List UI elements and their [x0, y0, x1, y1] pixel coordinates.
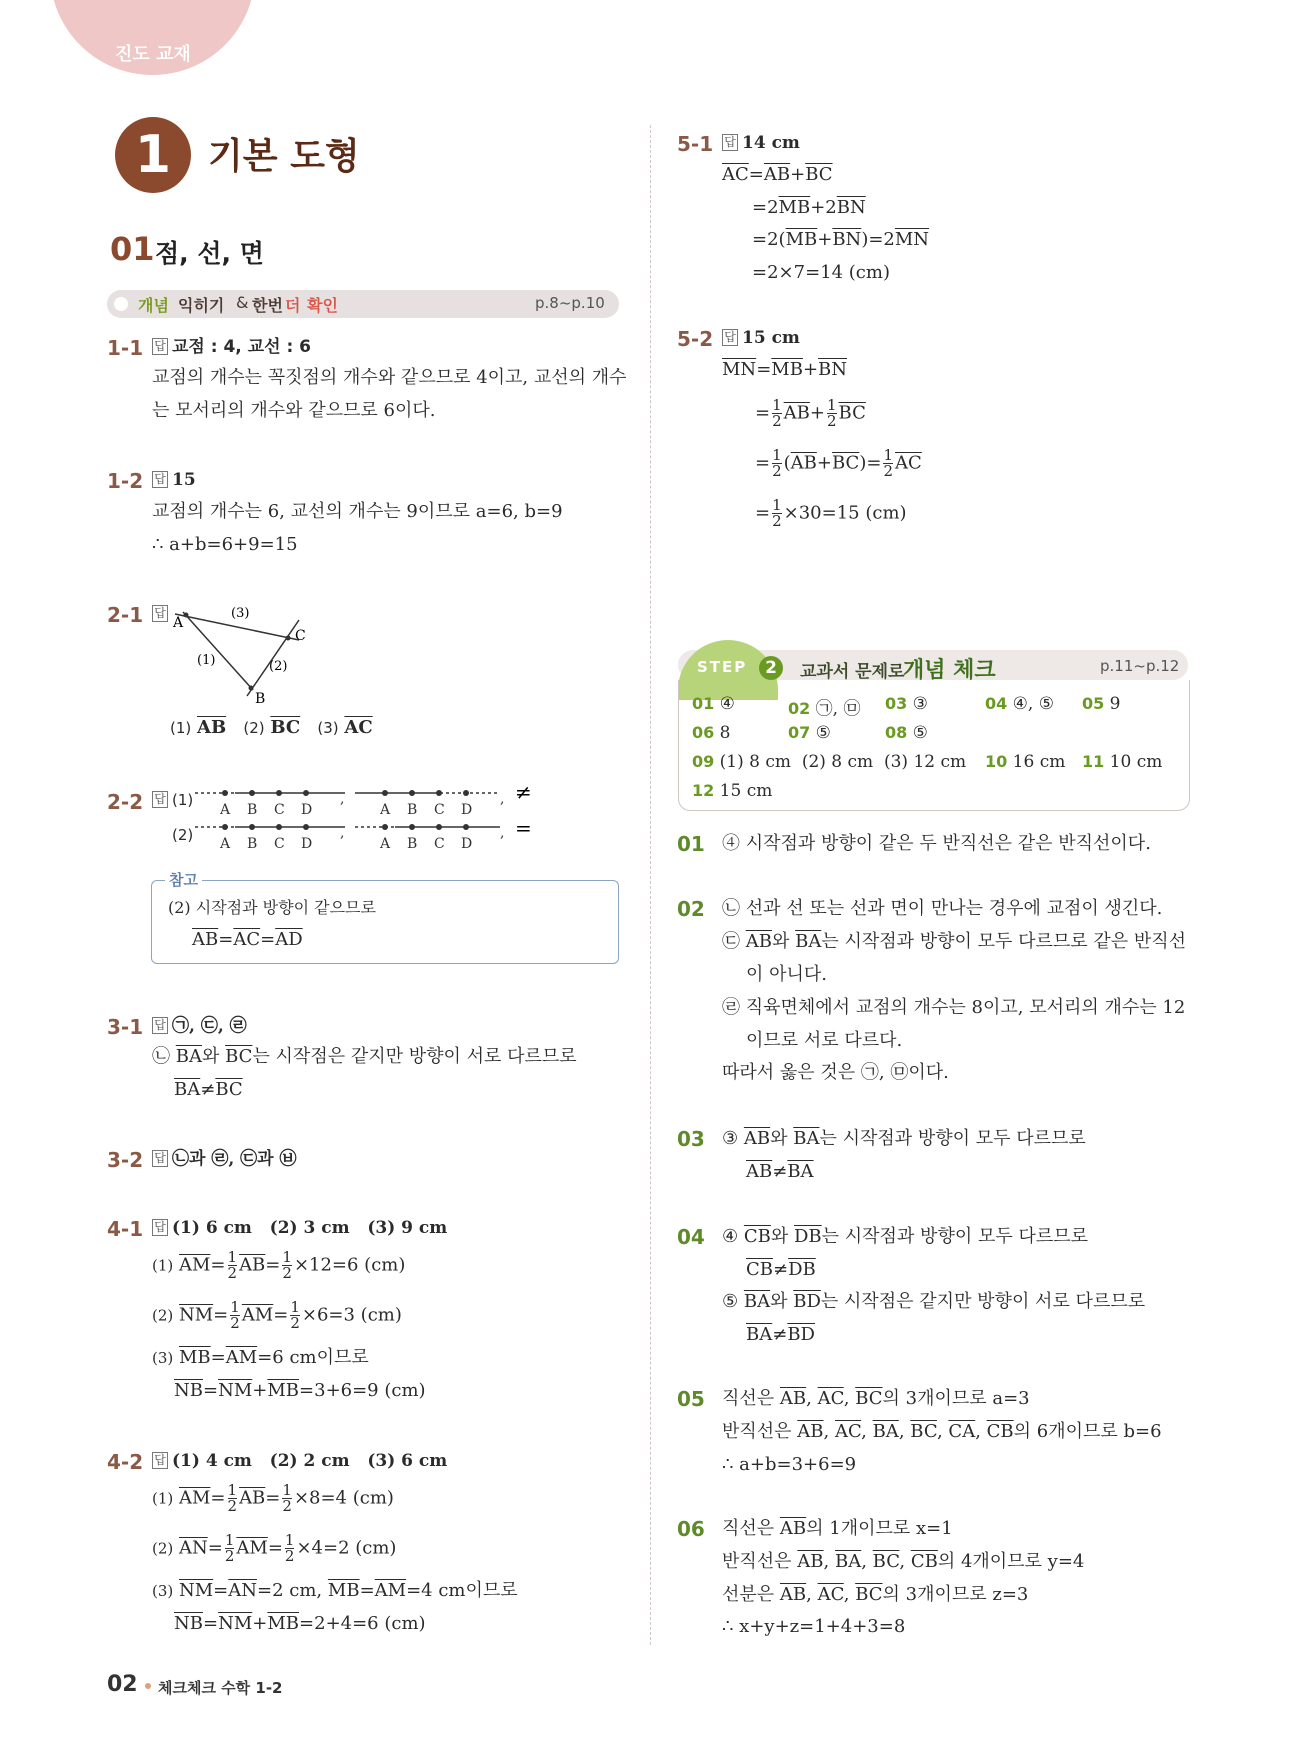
q03-line: ③ $\overline{AB}$와 $\overline{BA}$는 시작점과 방향이 모두 다르므로 — [722, 1128, 1086, 1149]
fig-label-C: C — [295, 628, 306, 644]
problem-2-1-answer-line: (1) $\overline{AB}$ (2) $\overline{BC}$ (3) $\overline{AC}$ — [170, 717, 373, 738]
chapter-title: 기본 도형 — [208, 136, 360, 177]
q06-line: 직선은 $\overline{AB}$의 1개이므로 x=1 — [722, 1518, 953, 1539]
step-answer: 08 ⑤ — [885, 723, 928, 743]
ray-comma: , — [500, 791, 505, 807]
note-line: (2) 시작점과 방향이 같으므로 — [168, 898, 376, 917]
section-number: 01 — [110, 230, 155, 268]
banner-word-1: 개념 — [138, 296, 169, 315]
question-number: 02 — [677, 897, 705, 921]
q06-line: 반직선은 $\overline{AB}$, $\overline{BA}$, $\overline{BC}$, $\overline{CB}$의 4개이므로 y=4 — [722, 1551, 1085, 1572]
problem-1-1-line: 는 모서리의 개수와 같으므로 6이다. — [152, 400, 436, 421]
fig-side-1: (1) — [197, 653, 216, 668]
problem-4-1-line: (2) $\overline{NM}=$ $\frac{1}{2}$ $\overline{AM}=$ $\frac{1}{2}$ ×6=3 (cm) — [152, 1298, 402, 1332]
problem-5-2-line: = $\frac{1}{2}$ $\overline{AB}+$ $\frac{1}{2}$ $\overline{BC}$ — [755, 396, 866, 430]
problem-5-1-answer: 답 14 cm — [722, 133, 800, 153]
step-answer: 03 ③ — [885, 694, 928, 714]
ray-letter: A — [380, 802, 391, 818]
problem-label: 3-1 — [107, 1015, 144, 1039]
problem-4-2-line: $\overline{NB}=\overline{NM}+\overline{MB}=2+4=6$ (cm) — [174, 1613, 426, 1634]
problem-5-1-line: =2×7=14 (cm) — [752, 262, 890, 283]
q05-line: ∴ a+b=3+6=9 — [722, 1454, 857, 1475]
problem-1-1-line: 교점의 개수는 꼭짓점의 개수와 같으므로 4이고, 교선의 개수 — [152, 367, 627, 388]
q02-line: 따라서 옳은 것은 ㉠, ㉤이다. — [722, 1062, 949, 1083]
ray-letter: D — [461, 802, 473, 818]
ray-comma: , — [340, 825, 345, 841]
q02-line: 이 아니다. — [746, 964, 827, 985]
problem-label: 5-2 — [677, 327, 714, 351]
problem-5-1-line: $\overline{AC}=\overline{AB}+\overline{BC}$ — [722, 164, 833, 185]
problem-4-1-line: (3) $\overline{MB}=\overline{AM}=6$ cm이므로 — [152, 1347, 369, 1368]
neq-symbol: ≠ — [515, 785, 532, 804]
step-answer: 12 15 cm — [692, 781, 773, 801]
triangle-figure — [165, 600, 315, 710]
problem-1-2-line: ∴ a+b=6+9=15 — [152, 534, 298, 555]
problem-label: 2-1 — [107, 603, 144, 627]
question-number: 06 — [677, 1517, 705, 1541]
eq-symbol: = — [515, 816, 532, 840]
step-subtitle: 교과서 문제로 — [800, 662, 905, 682]
step-answer: 07 ⑤ — [788, 723, 831, 743]
problem-5-2-line: $\overline{MN}=\overline{MB}+\overline{BN}$ — [722, 359, 848, 380]
problem-5-1-line: $=2\overline{MB}+2\overline{BN}$ — [752, 197, 866, 218]
problem-4-1-line: $\overline{NB}=\overline{NM}+\overline{MB}=3+6=9$ (cm) — [174, 1380, 426, 1401]
problem-4-1-answer: 답 (1) 6 cm (2) 3 cm (3) 9 cm — [152, 1218, 447, 1238]
problem-label: 2-2 — [107, 790, 144, 814]
problem-2-2-row2-label: (2) — [172, 826, 194, 844]
q06-line: ∴ x+y+z=1+4+3=8 — [722, 1616, 906, 1637]
banner-word-4: 더 — [285, 296, 301, 315]
ray-letter: B — [247, 836, 258, 852]
banner-ampersand: & — [236, 293, 249, 312]
ray-comma: , — [340, 791, 345, 807]
question-number: 01 — [677, 832, 705, 856]
problem-5-2-answer: 답 15 cm — [722, 328, 800, 348]
banner-word-2: 익히기 — [178, 296, 225, 315]
ray-letter: C — [274, 802, 285, 818]
banner-word-5: 확인 — [307, 296, 338, 315]
ray-letter: B — [407, 802, 418, 818]
q02-line: ㉢ $\overline{AB}$와 $\overline{BA}$는 시작점과 방향이 모두 다르므로 같은 반직선 — [722, 931, 1187, 952]
banner-dot-icon — [114, 297, 128, 311]
problem-5-2-line: = $\frac{1}{2}$ ×30=15 (cm) — [755, 496, 907, 530]
step-answer: 05 9 — [1082, 694, 1121, 714]
fig-side-3: (3) — [231, 606, 250, 621]
q01-line: ④ 시작점과 방향이 같은 두 반직선은 같은 반직선이다. — [722, 833, 1151, 854]
ray-letter: C — [274, 836, 285, 852]
problem-5-2-line: = $\frac{1}{2}$ $(\overline{AB}+\overline{BC})=$ $\frac{1}{2}$ $\overline{AC}$ — [755, 446, 922, 480]
step-number: 2 — [759, 656, 783, 680]
ray-letter: C — [434, 802, 445, 818]
note-equation: $\overline{AB}=\overline{AC}=\overline{AD}$ — [192, 929, 303, 950]
problem-2-1-answer: 답 — [152, 604, 172, 624]
step-answer: 04 ④, ⑤ — [985, 694, 1054, 714]
problem-4-2-line: (1) $\overline{AM}=$ $\frac{1}{2}$ $\overline{AB}=$ $\frac{1}{2}$ ×8=4 (cm) — [152, 1481, 394, 1515]
ray-letter: B — [407, 836, 418, 852]
problem-3-1-answer: 답 ㉠, ㉢, ㉣ — [152, 1016, 247, 1036]
step-pages: p.11~p.12 — [1100, 657, 1180, 675]
ray-letter: A — [220, 802, 231, 818]
problem-4-2-line: (2) $\overline{AN}=$ $\frac{1}{2}$ $\overline{AM}=$ $\frac{1}{2}$ ×4=2 (cm) — [152, 1531, 397, 1565]
banner-word-3: 한번 — [252, 296, 283, 315]
problem-label: 5-1 — [677, 132, 714, 156]
book-title: 체크체크 수학 1-2 — [158, 1679, 283, 1697]
q04-line: ④ $\overline{CB}$와 $\overline{DB}$는 시작점과 방향이 모두 다르므로 — [722, 1226, 1088, 1247]
problem-1-2-answer: 답 15 — [152, 470, 196, 490]
problem-label: 3-2 — [107, 1148, 144, 1172]
q06-line: 선분은 $\overline{AB}$, $\overline{AC}$, $\overline{BC}$의 3개이므로 z=3 — [722, 1584, 1029, 1605]
problem-1-2-line: 교점의 개수는 6, 교선의 개수는 9이므로 a=6, b=9 — [152, 501, 563, 522]
problem-4-2-line: (3) $\overline{NM}=\overline{AN}=2$ cm, $\overline{MB}=\overline{AM}=4$ cm이므로 — [152, 1580, 518, 1601]
question-number: 03 — [677, 1127, 705, 1151]
note-box — [151, 880, 619, 964]
question-number: 04 — [677, 1225, 705, 1249]
problem-label: 4-1 — [107, 1217, 144, 1241]
step-answer: 09 (1) 8 cm (2) 8 cm (3) 12 cm — [692, 752, 967, 772]
step-answer: 02 ㉠, ㉤ — [788, 699, 861, 719]
fig-label-A: A — [173, 615, 184, 631]
section-title: 점, 선, 면 — [155, 239, 264, 268]
q04-line: $\overline{BA}\ne\overline{BD}$ — [746, 1324, 815, 1345]
q04-line: $\overline{CB}\ne\overline{DB}$ — [746, 1259, 816, 1280]
question-number: 05 — [677, 1387, 705, 1411]
q02-line: ㉣ 직육면체에서 교점의 개수는 8이고, 모서리의 개수는 12 — [722, 997, 1186, 1018]
problem-3-1-line: ㉡ $\overline{BA}$와 $\overline{BC}$는 시작점은 같지만 방향이 서로 다르므로 — [152, 1046, 577, 1067]
q03-line: $\overline{AB}\ne\overline{BA}$ — [746, 1161, 814, 1182]
ray-letter: D — [301, 836, 313, 852]
ray-letter: B — [247, 802, 258, 818]
ray-letter: C — [434, 836, 445, 852]
problem-label: 1-2 — [107, 469, 144, 493]
q02-line: ㉡ 선과 선 또는 선과 면이 만나는 경우에 교점이 생긴다. — [722, 898, 1163, 919]
ray-letter: A — [380, 836, 391, 852]
problem-4-2-answer: 답 (1) 4 cm (2) 2 cm (3) 6 cm — [152, 1451, 447, 1471]
q02-line: 이므로 서로 다르다. — [746, 1030, 903, 1051]
problem-label: 4-2 — [107, 1450, 144, 1474]
ray-lines-figure — [195, 785, 545, 855]
problem-2-2-row1-label: 답 (1) — [152, 790, 193, 810]
note-tag: 참고 — [165, 869, 202, 890]
problem-5-1-line: $=2(\overline{MB}+\overline{BN})=2\overline{MN}$ — [752, 229, 930, 250]
step-word: STEP — [697, 658, 748, 676]
step-title: 개념 체크 — [903, 658, 996, 683]
ray-letter: A — [220, 836, 231, 852]
footer-dot-icon — [145, 1683, 151, 1689]
page-number: 02 — [107, 1672, 138, 1697]
corner-label: 진도 교재 — [115, 44, 191, 65]
chapter-number: 1 — [115, 117, 191, 193]
ray-comma: , — [500, 825, 505, 841]
q05-line: 반직선은 $\overline{AB}$, $\overline{AC}$, $\overline{BA}$, $\overline{BC}$, $\overline{CA}$, $\overline{CB}$의 6개이므로 b=6 — [722, 1421, 1162, 1442]
step-answer: 10 16 cm — [985, 752, 1066, 772]
problem-3-1-line: $\overline{BA}\ne\overline{BC}$ — [174, 1079, 243, 1100]
ray-letter: D — [301, 802, 313, 818]
q04-line: ⑤ $\overline{BA}$와 $\overline{BD}$는 시작점은 같지만 방향이 서로 다르므로 — [722, 1291, 1146, 1312]
q05-line: 직선은 $\overline{AB}$, $\overline{AC}$, $\overline{BC}$의 3개이므로 a=3 — [722, 1388, 1030, 1409]
step-answer: 11 10 cm — [1082, 752, 1163, 772]
problem-label: 1-1 — [107, 336, 144, 360]
banner-pages: p.8~p.10 — [535, 294, 605, 312]
step-answer: 06 8 — [692, 723, 731, 743]
column-divider — [650, 125, 651, 1645]
ray-letter: D — [461, 836, 473, 852]
step-answer: 01 ④ — [692, 694, 735, 714]
fig-side-2: (2) — [269, 659, 288, 674]
problem-1-1-answer: 답 교점 : 4, 교선 : 6 — [152, 337, 311, 357]
problem-4-1-line: (1) $\overline{AM}=$ $\frac{1}{2}$ $\overline{AB}=$ $\frac{1}{2}$ ×12=6 (cm) — [152, 1248, 406, 1282]
fig-label-B: B — [255, 691, 266, 707]
problem-3-2-answer: 답 ㉡과 ㉣, ㉢과 ㉥ — [152, 1149, 297, 1169]
